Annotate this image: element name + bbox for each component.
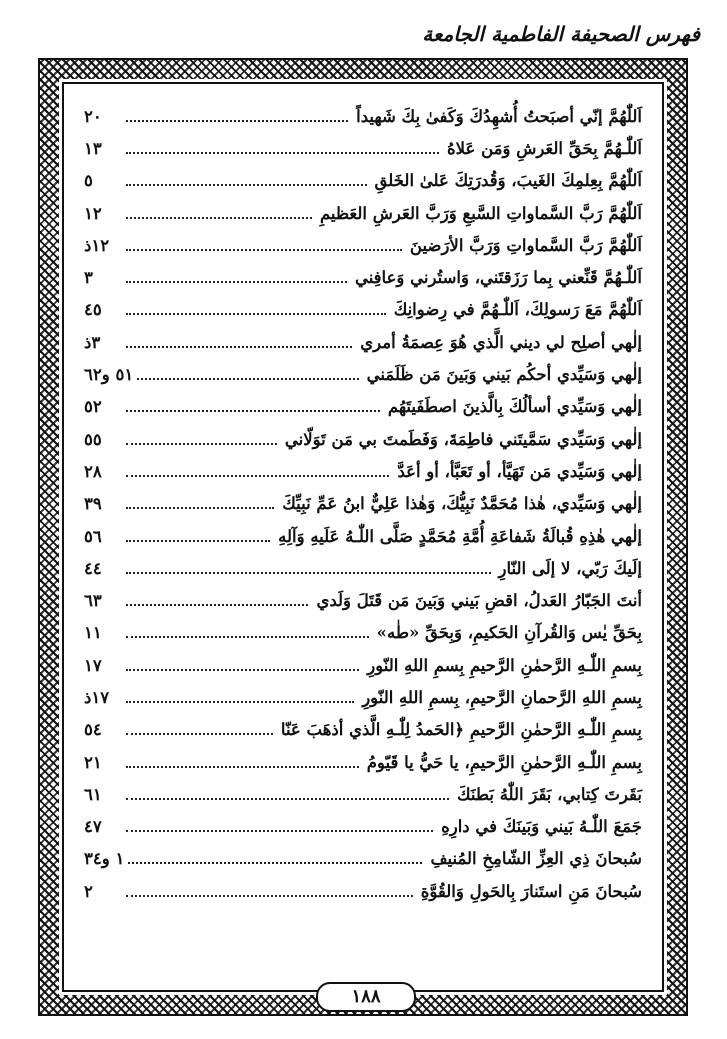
entry-page: ٦١ xyxy=(84,784,102,804)
entry-text: إلٰهي وَسَيِّدي، هٰذا مُحَمَّدٌ نَبِيُّكَ، وَهٰذا عَلِيٌّ ابنُ عَمِّ نَبِيِّكَ xyxy=(282,494,642,514)
entry-text: بَقَرتَ كِتابي، بَقَرَ اللّٰهُ بَطنَكَ xyxy=(456,784,642,804)
entry-page: ٢ xyxy=(84,881,93,901)
dot-leader xyxy=(126,571,491,574)
entry-page: ٢٨ xyxy=(84,461,102,481)
dot-leader xyxy=(126,442,277,445)
index-entry xyxy=(84,520,642,552)
dot-leader xyxy=(126,409,380,412)
index-entry xyxy=(84,423,642,455)
dot-leader xyxy=(126,765,359,768)
index-entry xyxy=(84,358,642,390)
index-entry xyxy=(84,778,642,810)
index-entry xyxy=(84,165,642,197)
index-entry xyxy=(84,681,642,713)
dot-leader xyxy=(128,861,422,864)
entry-text: جَمَعَ اللّٰـهُ بَيني وَبَينَكَ في دارِهِ xyxy=(441,817,642,837)
dot-leader xyxy=(126,312,386,315)
entry-text: سُبحانَ مَنِ استَنارَ بِالحَولِ وَالقُوَّةِ xyxy=(420,881,642,901)
entry-page: ١١ xyxy=(84,623,102,643)
index-entry xyxy=(84,843,642,875)
index-entry xyxy=(84,746,642,778)
index-entry xyxy=(84,584,642,616)
dot-leader xyxy=(126,797,449,800)
dot-leader xyxy=(126,732,273,735)
entry-page: ٥ xyxy=(84,171,93,191)
entry-page: ١٣ xyxy=(84,138,102,158)
index-entry xyxy=(84,294,642,326)
entry-page: ٥١ و٦٢ xyxy=(84,365,134,385)
entry-page: ١٧ xyxy=(84,655,102,675)
dot-leader xyxy=(126,668,359,671)
dot-leader xyxy=(126,539,270,542)
entry-page: ٥٢ xyxy=(84,397,102,417)
entry-text: اَللّٰهُمَّ رَبَّ السَّماواتِ السَّبعِ وَرَبَّ العَرشِ العَظيمِ xyxy=(319,203,642,223)
entry-page: ٦٣ xyxy=(84,591,102,611)
dot-leader xyxy=(126,119,348,122)
entry-page: ٥٥ xyxy=(84,429,102,449)
entry-text: اَللّٰهُمَّ رَبَّ السَّماواتِ وَرَبَّ الأرَضينَ xyxy=(409,235,642,255)
index-entry xyxy=(84,197,642,229)
index-entry xyxy=(84,229,642,261)
entry-text: إلٰهي وَسَيِّدي مَن تَهَيَّأ، أو تَعَبَّأ، أو أعَدَّ xyxy=(397,461,642,481)
entry-text: بِسمِ اللّٰـهِ الرَّحمٰنِ الرَّحيمِ، يا حَيُّ يا قَيّومُ xyxy=(366,752,642,772)
entry-page: ٣٩ xyxy=(84,494,102,514)
entry-page: ٣ xyxy=(84,268,93,288)
dot-leader xyxy=(126,506,274,509)
entry-page: ٢٠ xyxy=(84,106,102,126)
entry-page: ١٢ذ xyxy=(84,235,110,255)
dot-leader xyxy=(126,700,354,703)
entry-text: بِسمِ اللهِ الرَّحمانِ الرَّحيمِ، بِسمِ اللهِ النّورِ xyxy=(362,687,642,707)
index-entry xyxy=(84,875,642,907)
dot-leader xyxy=(126,183,367,186)
index-entry xyxy=(84,100,642,132)
entry-page: ٤٥ xyxy=(84,300,102,320)
entry-text: بِسمِ اللّٰـهِ الرَّحمٰنِ الرَّحيمِ بِسمِ اللهِ النّورِ xyxy=(367,655,642,675)
dot-leader xyxy=(126,603,308,606)
index-entry xyxy=(84,649,642,681)
entry-text: بِسمِ اللّٰـهِ الرَّحمٰنِ الرَّحيمِ ﴿الحَمدُ لِلّٰـهِ الَّذي أذهَبَ عَنّا xyxy=(280,720,642,740)
index-entry xyxy=(84,714,642,746)
dot-leader xyxy=(126,280,347,283)
index-entry xyxy=(84,326,642,358)
entry-text: اَللّٰهُمَّ مَعَ رَسولِكَ، اَللّٰـهُمَّ في رِضوانِكَ xyxy=(393,300,642,320)
index-entry xyxy=(84,617,642,649)
entry-page: ٢١ xyxy=(84,752,102,772)
entry-page: ٥٦ xyxy=(84,526,102,546)
dot-leader xyxy=(137,377,358,380)
entry-text: إلٰهي أصلِح لي ديني الَّذي هُوَ عِصمَةُ أمري xyxy=(360,332,642,352)
dot-leader xyxy=(126,345,352,348)
entry-page: ١٧ذ xyxy=(84,687,110,707)
entry-text: أنتَ الجَبّارُ العَدلُ، اقضِ بَيني وَبَينَ مَن قَتَلَ وَلَدي xyxy=(316,591,642,611)
index-entry xyxy=(84,552,642,584)
index-list xyxy=(84,100,642,907)
dot-leader xyxy=(126,248,402,251)
index-entry xyxy=(84,811,642,843)
entry-text: إلٰهي وَسَيِّدي أسألُكَ بِالَّذينَ اصطَفَيتَهُم xyxy=(387,397,642,417)
entry-page: ٣ذ xyxy=(84,332,101,352)
entry-text: إلٰهي هٰذِهِ قُبالَةُ شَفاعَةِ أُمَّةِ مُحَمَّدٍ صَلَّى اللّٰـهُ عَلَيهِ وَآلِهِ xyxy=(278,526,642,546)
index-entry xyxy=(84,391,642,423)
entry-text: إلَيكَ رَبّي، لا إلَى النّارِ xyxy=(498,558,642,578)
entry-text: سُبحانَ ذِي العِزِّ الشّامِخِ المُنيفِ xyxy=(430,849,642,869)
dot-leader xyxy=(126,635,369,638)
entry-text: اَللّٰـهُمَّ بِحَقِّ العَرشِ وَمَن عَلاهُ xyxy=(447,138,642,158)
dot-leader xyxy=(126,151,439,154)
running-header-title: فهرس الصحيفة الفاطمية الجامعة xyxy=(422,22,700,46)
dot-leader xyxy=(126,216,312,219)
entry-page: ٤٤ xyxy=(84,558,102,578)
dot-leader xyxy=(126,474,389,477)
dot-leader xyxy=(126,894,413,897)
page-number: ١٨٨ xyxy=(316,982,416,1012)
entry-page: ١ و٣٤ xyxy=(84,849,125,869)
entry-page: ١٢ xyxy=(84,203,102,223)
entry-text: إلٰهي وَسَيِّدي سَمَّيتَني فاطِمَةَ، وَفَطَمتَ بي مَن تَوَلّاني xyxy=(284,429,642,449)
index-entry xyxy=(84,488,642,520)
entry-text: اَللّٰـهُمَّ قَنِّعني بِما رَزَقتَني، وَاستُرني وَعافِني xyxy=(354,268,642,288)
entry-text: اَللّٰهُمَّ إنّي أصبَحتُ أُشهِدُكَ وَكَفىٰ بِكَ شَهيداً xyxy=(356,106,642,126)
index-entry xyxy=(84,261,642,293)
entry-page: ٥٤ xyxy=(84,720,102,740)
entry-text: اَللّٰهُمَّ بِعِلمِكَ الغَيبَ، وَقُدرَتِكَ عَلىٰ الخَلقِ xyxy=(374,171,642,191)
dot-leader xyxy=(126,829,433,832)
entry-page: ٤٧ xyxy=(84,817,102,837)
index-entry xyxy=(84,455,642,487)
entry-text: بِحَقِّ يٰس وَالقُرآنِ الحَكيمِ، وَبِحَقِّ «طٰه» xyxy=(376,623,642,643)
index-entry xyxy=(84,132,642,164)
entry-text: إلٰهي وَسَيِّدي أحكُم بَيني وَبَينَ مَن ظَلَمَني xyxy=(366,365,642,385)
